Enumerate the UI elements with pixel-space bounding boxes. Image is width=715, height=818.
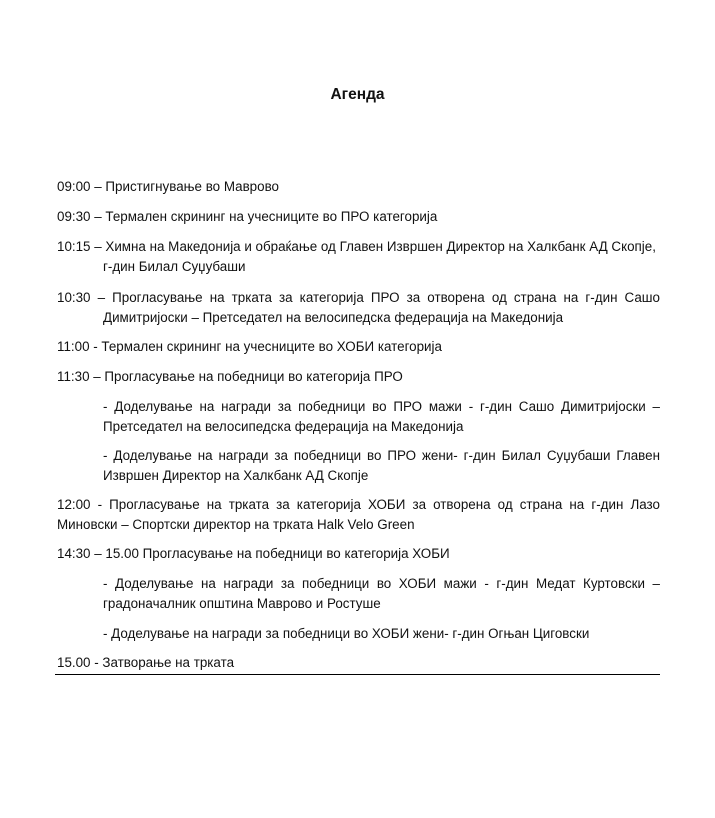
agenda-item-0930: 09:30 – Термален скрининг на учесниците во ПРО категорија — [57, 209, 438, 224]
award-hobby-men: - Доделување на награди за победници во ХОБИ мажи - г-дин Медат Куртовски – градоначалник општина Маврово и Ростуше — [103, 576, 660, 611]
award-pro-women: - Доделување на награди за победници во ПРО жени- г-дин Билал Суџубаши Главен Извршен Директор на Халкбанк АД Скопје — [103, 448, 660, 483]
agenda-item-1430: 14:30 – 15.00 Прогласување на победници во категорија ХОБИ — [57, 546, 450, 561]
bottom-divider — [55, 674, 660, 675]
agenda-item-1100: 11:00 - Термален скрининг на учесниците во ХОБИ категорија — [57, 339, 442, 354]
agenda-item-1015: 10:15 – Химна на Македонија и обраќање од Главен Извршен Директор на Халкбанк АД Скопје, — [57, 239, 656, 254]
agenda-item-0900: 09:00 – Пристигнување во Маврово — [57, 179, 279, 194]
agenda-item-1500: 15.00 - Затворање на трката — [57, 655, 235, 670]
agenda-item-1130: 11:30 – Прогласување на победници во категорија ПРО — [57, 369, 403, 384]
agenda-item-1015-continued: г-дин Билал Суџубаши — [103, 259, 246, 274]
agenda-item-1030: 10:30 – Прогласување на трката за категорија ПРО за отворена од страна на г-дин Сашо Димитријоски – Претседател на велосипедска федерација на Македонија — [57, 290, 660, 325]
award-pro-men: - Доделување на награди за победници во ПРО мажи - г-дин Сашо Димитријоски – Претседател на велосипедска федерација на Македонија — [103, 399, 660, 434]
agenda-item-1200: 12:00 - Прогласување на трката за категорија ХОБИ за отворена од страна на г-дин Лазо Миновски – Спортски директор на трката Halk Velo Green — [57, 497, 660, 532]
award-hobby-women: - Доделување на награди за победници во ХОБИ жени- г-дин Огњан Циговски — [103, 626, 590, 641]
page-title: Агенда — [330, 86, 385, 103]
